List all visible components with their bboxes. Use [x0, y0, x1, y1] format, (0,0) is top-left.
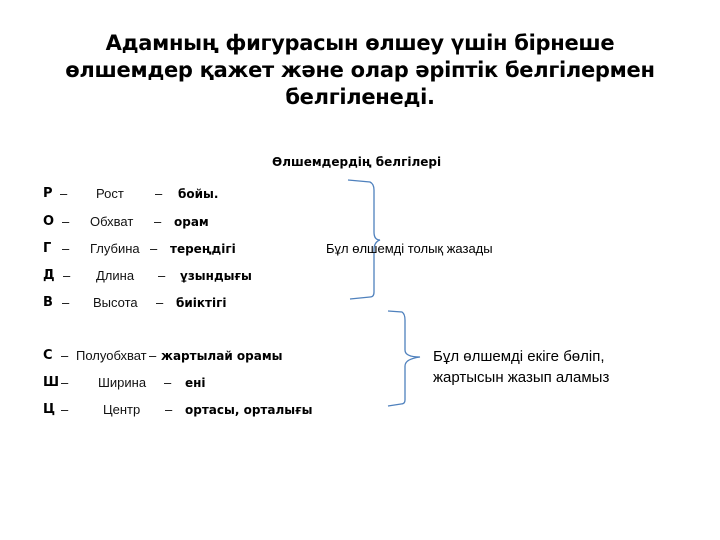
- dash: –: [61, 348, 69, 363]
- kazakh-term: ортасы, орталығы: [185, 403, 313, 417]
- dash: –: [156, 295, 164, 310]
- russian-term: Высота: [93, 295, 138, 310]
- measure-letter: О: [43, 214, 55, 229]
- dash: –: [62, 295, 70, 310]
- dash: –: [164, 375, 172, 390]
- russian-term: Глубина: [90, 241, 140, 256]
- half-measure-note-line2: жартысын жазып аламыз: [433, 369, 610, 386]
- measure-letter: Р: [43, 186, 53, 201]
- kazakh-term: ұзындығы: [180, 269, 252, 283]
- kazakh-term: орам: [174, 215, 209, 229]
- kazakh-term: жартылай орамы: [161, 349, 283, 363]
- kazakh-term: биіктігі: [176, 296, 227, 310]
- dash: –: [154, 214, 162, 229]
- dash: –: [155, 186, 163, 201]
- russian-term: Рост: [96, 186, 124, 201]
- dash: –: [63, 268, 71, 283]
- dash: –: [149, 348, 157, 363]
- dash: –: [61, 402, 69, 417]
- half-measure-note: [433, 346, 609, 388]
- measure-letter: Ц: [43, 402, 56, 417]
- dash: –: [62, 241, 70, 256]
- russian-term: Ширина: [98, 375, 147, 390]
- half-measure-note-line1: Бұл өлшемді екіге бөліп,: [433, 348, 605, 365]
- kazakh-term: ені: [185, 376, 206, 390]
- russian-term: Полуобхват: [76, 348, 147, 363]
- dash: –: [158, 268, 166, 283]
- full-measure-note: Бұл өлшемді толық жазады: [326, 241, 493, 256]
- dash: –: [62, 214, 70, 229]
- dash: –: [165, 402, 173, 417]
- measure-letter: Д: [43, 268, 55, 283]
- kazakh-term: тереңдігі: [170, 242, 236, 256]
- dash: –: [61, 375, 69, 390]
- measure-letter: Г: [43, 241, 52, 256]
- section-subtitle: Өлшемдердің белгілері: [272, 155, 442, 169]
- dash: –: [60, 186, 68, 201]
- dash: –: [150, 241, 158, 256]
- russian-term: Обхват: [90, 214, 134, 229]
- measure-letter: С: [43, 348, 53, 363]
- russian-term: Центр: [103, 402, 141, 417]
- russian-term: Длина: [96, 268, 135, 283]
- slide-title: Адамның фигурасын өлшеу үшін бірнеше өлшемдер қажет және олар әріптік белгілермен белгіленеді.: [65, 31, 655, 109]
- measure-letter: В: [43, 295, 53, 310]
- kazakh-term: бойы.: [178, 187, 219, 201]
- measure-letter: Ш: [43, 375, 60, 390]
